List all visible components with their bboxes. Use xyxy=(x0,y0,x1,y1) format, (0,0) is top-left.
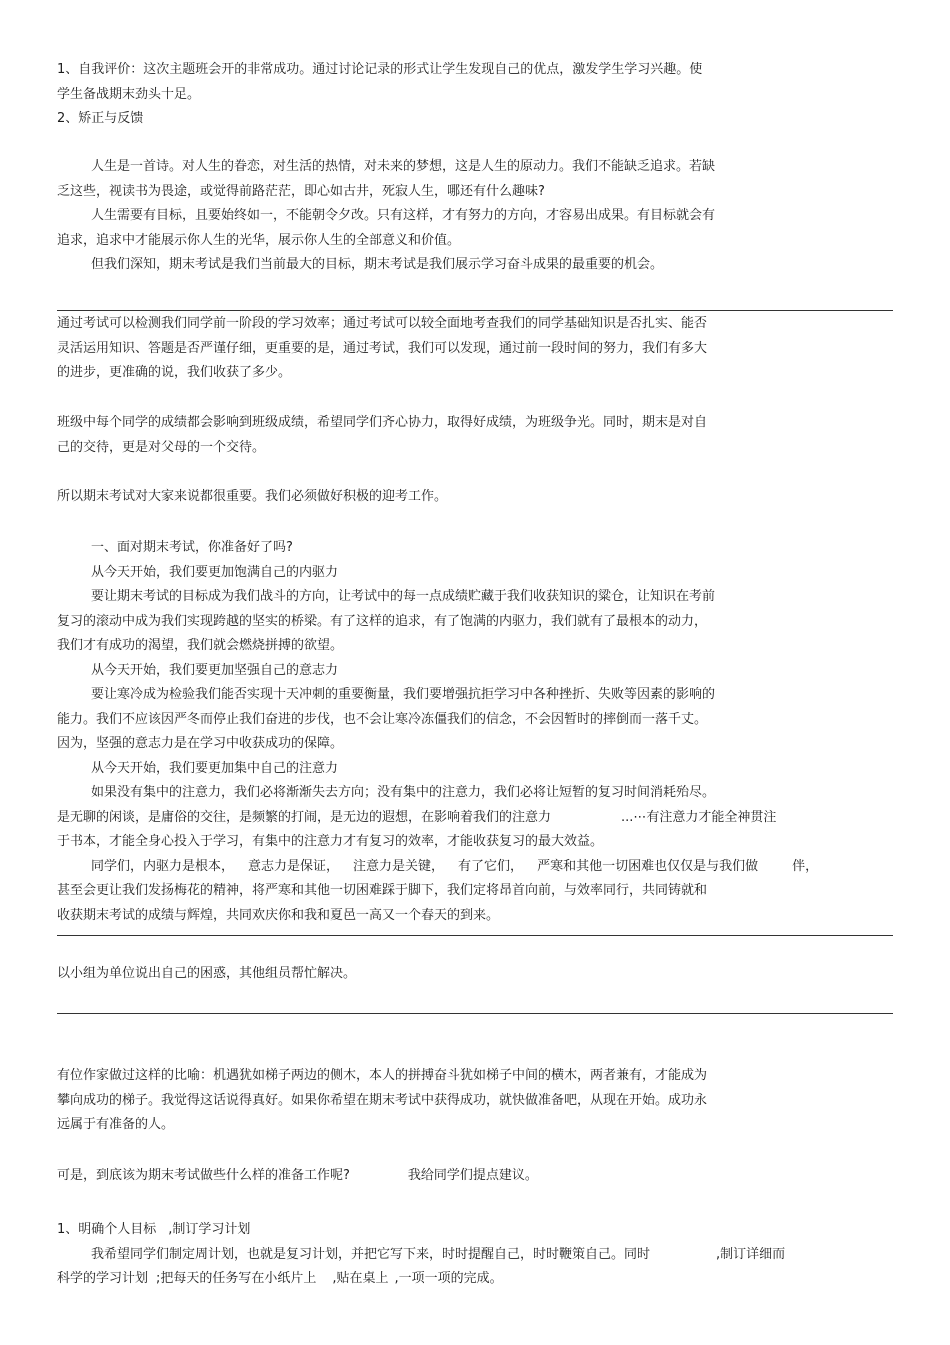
exam-paragraph xyxy=(57,312,817,386)
plan-text: ,贴在桌上 xyxy=(332,1271,389,1286)
plan-heading xyxy=(57,1218,897,1243)
will-heading: 从今天开始，我们要更加坚强自己的意志力 xyxy=(91,662,339,678)
closing-line xyxy=(57,855,897,880)
question-paragraph xyxy=(57,1164,817,1189)
plan-text: ;把每天的任务写在小纸片上 xyxy=(156,1271,317,1286)
plan-text: ,制订详细而 xyxy=(716,1246,786,1262)
section-heading: 一、面对期末考试，你准备好了吗? xyxy=(91,540,293,555)
intro-line: 但我们深知，期末考试是我们当前最大的目标，期末考试是我们展示学习奋斗成果的最重要的机会。 xyxy=(91,257,664,272)
closing-text: 注意力是关键， xyxy=(353,858,445,874)
plan-text: 我希望同学们制定周计划，也就是复习计划，并把它写下来，时时提醒自己，时时鞭策自己。同时 xyxy=(91,1246,651,1262)
focus-text: 是无聊的闲谈，是庸俗的交往，是频繁的打闹，是无边的遐想，在影响着我们的注意力 xyxy=(57,809,552,825)
focus-text: ...⋯有注意力才能全神贯注 xyxy=(621,809,777,825)
drive-line: 复习的滚动中成为我们实现跨越的坚实的桥梁。有了这样的追求，有了饱满的内驱力，我们就有了最根本的动力， xyxy=(57,613,708,629)
closing-text: 严寒和其他一切困难也仅仅是与我们做 xyxy=(537,858,759,874)
focus-line: 于书本，才能全身心投入于学习，有集中的注意力才有复习的效率，才能收获复习的最大效益。 xyxy=(57,834,604,849)
drive-line: 我们才有成功的渴望，我们就会燃烧拼搏的欲望。 xyxy=(57,638,344,653)
class-paragraph xyxy=(57,411,817,460)
paragraph-line: 通过考试可以检测我们同学前一阶段的学习效率；通过考试可以较全面地考查我们的同学基础知识是否扎实、能否 xyxy=(57,316,708,331)
group-paragraph xyxy=(57,962,817,987)
paragraph-line xyxy=(57,1164,817,1189)
plan-section xyxy=(57,1218,897,1292)
plan-text: ,一项一项的完成。 xyxy=(394,1271,503,1286)
plan-text: 科学的学习计划 xyxy=(57,1271,149,1286)
paragraph-line: 班级中每个同学的成绩都会影响到班级成绩，希望同学们齐心协力，取得好成绩，为班级争光。同时，期末是对自 xyxy=(57,415,708,430)
intro-line: 人生是一首诗。对人生的眷恋，对生活的热情，对未来的梦想，这是人生的原动力。我们不能缺乏追求。若缺 xyxy=(91,159,716,174)
closing-text: 同学们，内驱力是根本， xyxy=(91,858,235,874)
closing-line: 甚至会更让我们发扬梅花的精神，将严寒和其他一切困难踩于脚下，我们定将昂首向前，与效率同行，共同铸就和 xyxy=(57,883,708,898)
important-paragraph xyxy=(57,485,817,510)
paragraph-line: 远属于有准备的人。 xyxy=(57,1117,175,1132)
plan-heading-text: 1、明确个人目标 xyxy=(57,1222,157,1237)
paragraph-line: 以小组为单位说出自己的困惑，其他组员帮忙解决。 xyxy=(57,966,357,981)
drive-line: 要让期末考试的目标成为我们战斗的方向，让考试中的每一点成绩贮藏于我们收获知识的粱仓，让知识在考前 xyxy=(91,589,716,604)
prepare-section xyxy=(57,536,897,928)
intro-line: 人生需要有目标，且要始终如一，不能朝令夕改。只有这样，才有努力的方向，才容易出成果。有目标就会有 xyxy=(91,208,716,223)
paragraph-line: 己的交待，更是对父母的一个交待。 xyxy=(57,439,266,455)
plan-line xyxy=(57,1267,897,1292)
closing-text: 伴， xyxy=(792,858,819,874)
drive-heading: 从今天开始，我们要更加饱满自己的内驱力 xyxy=(91,564,339,580)
paragraph-line: 有位作家做过这样的比喻：机遇犹如梯子两边的侧木，本人的拼搏奋斗犹如梯子中间的横木，两者兼有，才能成为 xyxy=(57,1068,708,1083)
feedback-heading: 2、矫正与反馈 xyxy=(57,111,144,126)
focus-heading: 从今天开始，我们要更加集中自己的注意力 xyxy=(91,760,339,776)
intro-section xyxy=(57,155,817,278)
divider-line xyxy=(57,1013,893,1014)
closing-text: 有了它们， xyxy=(458,858,524,874)
evaluation-line: 1、自我评价：这次主题班会开的非常成功。通过讨论记录的形式让学生发现自己的优点，激发学生学习兴趣。使 xyxy=(57,62,703,77)
evaluation-section xyxy=(57,58,817,132)
closing-text: 意志力是保证， xyxy=(248,858,340,874)
plan-heading-text: ,制订学习计划 xyxy=(168,1222,251,1237)
question-text: 可是，到底该为期末考试做些什么样的准备工作呢? xyxy=(57,1168,350,1183)
intro-line: 乏这些，视读书为畏途，或觉得前路茫茫，即心如古井，死寂人生，哪还有什么趣味? xyxy=(57,183,545,199)
will-line: 因为，坚强的意志力是在学习中收获成功的保障。 xyxy=(57,736,344,751)
intro-line: 追求，追求中才能展示你人生的光华，展示你人生的全部意义和价值。 xyxy=(57,232,461,248)
divider-line xyxy=(57,310,893,311)
divider-line xyxy=(57,935,893,936)
focus-line xyxy=(57,806,897,831)
evaluation-line: 学生备战期末劲头十足。 xyxy=(57,86,201,102)
closing-line: 收获期末考试的成绩与辉煌，共同欢庆你和我和夏邑一高又一个春天的到来。 xyxy=(57,907,500,923)
will-line: 要让寒冷成为检验我们能否实现十天冲刺的重要衡量，我们要增强抗拒学习中各种挫折、失败等因素的影响的 xyxy=(91,687,716,702)
suggestion-text: 我给同学们提点建议。 xyxy=(407,1168,538,1183)
paragraph-line: 所以期末考试对大家来说都很重要。我们必须做好积极的迎考工作。 xyxy=(57,489,448,504)
plan-line xyxy=(57,1243,897,1268)
ladder-paragraph xyxy=(57,1064,817,1138)
focus-line: 如果没有集中的注意力，我们必将渐渐失去方向；没有集中的注意力，我们必将让短暂的复习时间消耗殆尽。 xyxy=(91,785,716,800)
will-line: 能力。我们不应该因严冬而停止我们奋进的步伐，也不会让寒冷冻僵我们的信念，不会因暂时的摔倒而一落千丈。 xyxy=(57,711,708,727)
paragraph-line: 攀向成功的梯子。我觉得这话说得真好。如果你希望在期末考试中获得成功，就快做准备吧，从现在开始。成功永 xyxy=(57,1092,708,1108)
paragraph-line: 灵活运用知识、答题是否严谨仔细，更重要的是，通过考试，我们可以发现，通过前一段时间的努力，我们有多大 xyxy=(57,340,708,356)
paragraph-line: 的进步，更准确的说，我们收获了多少。 xyxy=(57,365,292,380)
